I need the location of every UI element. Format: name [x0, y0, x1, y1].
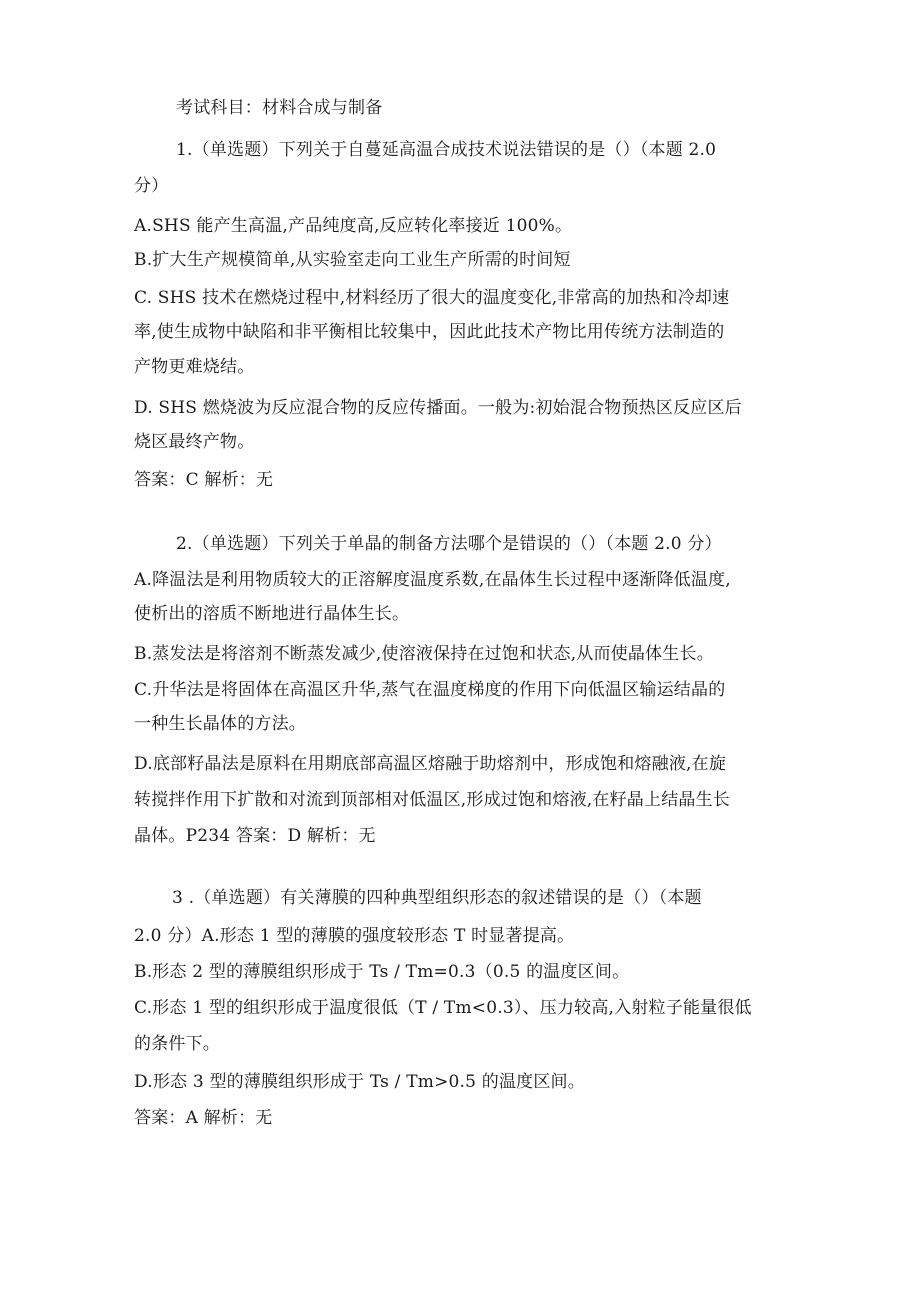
question-1-option-c-cont: 率,使生成物中缺陷和非平衡相比较集中，因此此技术产物比用传统方法制造的 [134, 322, 725, 342]
question-3-answer: 答案：A 解析：无 [134, 1108, 273, 1128]
question-3-stem-cont: 2.0 分）A.形态 1 型的薄膜的强度较形态 T 时显著提高。 [134, 926, 575, 946]
question-2-stem: 2.（单选题）下列关于单晶的制备方法哪个是错误的（）（本题 2.0 分） [176, 534, 722, 554]
question-2-option-c-cont: 一种生长晶体的方法。 [134, 714, 306, 734]
question-1-option-d-cont: 烧区最终产物。 [134, 432, 255, 452]
question-1-option-a: A.SHS 能产生高温,产品纯度高,反应转化率接近 100%。 [134, 216, 573, 236]
question-3-stem: 3 .（单选题）有关薄膜的四种典型组织形态的叙述错误的是（）（本题 [172, 888, 702, 908]
question-1-option-b: B.扩大生产规模简单,从实验室走向工业生产所需的时间短 [134, 250, 571, 270]
question-2-option-a-cont: 使析出的溶质不断地进行晶体生长。 [134, 604, 410, 624]
question-1-option-d: D. SHS 燃烧波为反应混合物的反应传播面。一般为:初始混合物预热区反应区后 [134, 398, 742, 418]
question-3-option-c-cont: 的条件下。 [134, 1034, 220, 1054]
question-3-option-b: B.形态 2 型的薄膜组织形成于 Ts / Tm=0.3（0.5 的温度区间。 [134, 962, 630, 982]
question-2-option-c: C.升华法是将固体在高温区升华,蒸气在温度梯度的作用下向低温区输运结晶的 [134, 680, 726, 700]
question-3-option-d: D.形态 3 型的薄膜组织形成于 Ts / Tm>0.5 的温度区间。 [134, 1072, 585, 1092]
question-1-stem-cont: 分） [134, 176, 169, 196]
question-2-option-d-cont: 转搅拌作用下扩散和对流到顶部相对低温区,形成过饱和熔液,在籽晶上结晶生长 [134, 790, 731, 810]
question-1-option-c: C. SHS 技术在燃烧过程中,材料经历了很大的温度变化,非常高的加热和冷却速 [134, 288, 730, 308]
question-3-option-c: C.形态 1 型的组织形成于温度很低（T / Tm<0.3）、压力较高,入射粒子能量很低 [134, 998, 752, 1018]
question-2-option-d: D.底部籽晶法是原料在用期底部高温区熔融于助熔剂中，形成饱和熔融液,在旋 [134, 754, 727, 774]
exam-subject: 考试科目：材料合成与制备 [176, 98, 383, 118]
question-1-answer: 答案：C 解析：无 [134, 470, 274, 490]
question-2-option-b: B.蒸发法是将溶剂不断蒸发减少,使溶液保持在过饱和状态,从而使晶体生长。 [134, 644, 714, 664]
question-1-stem: 1.（单选题）下列关于自蔓延高温合成技术说法错误的是（）（本题 2.0 [176, 140, 717, 160]
question-2-answer: 晶体。P234 答案：D 解析：无 [134, 826, 376, 846]
question-2-option-a: A.降温法是利用物质较大的正溶解度温度系数,在晶体生长过程中逐渐降低温度, [134, 570, 731, 590]
question-1-option-c-cont: 产物更难烧结。 [134, 357, 255, 377]
